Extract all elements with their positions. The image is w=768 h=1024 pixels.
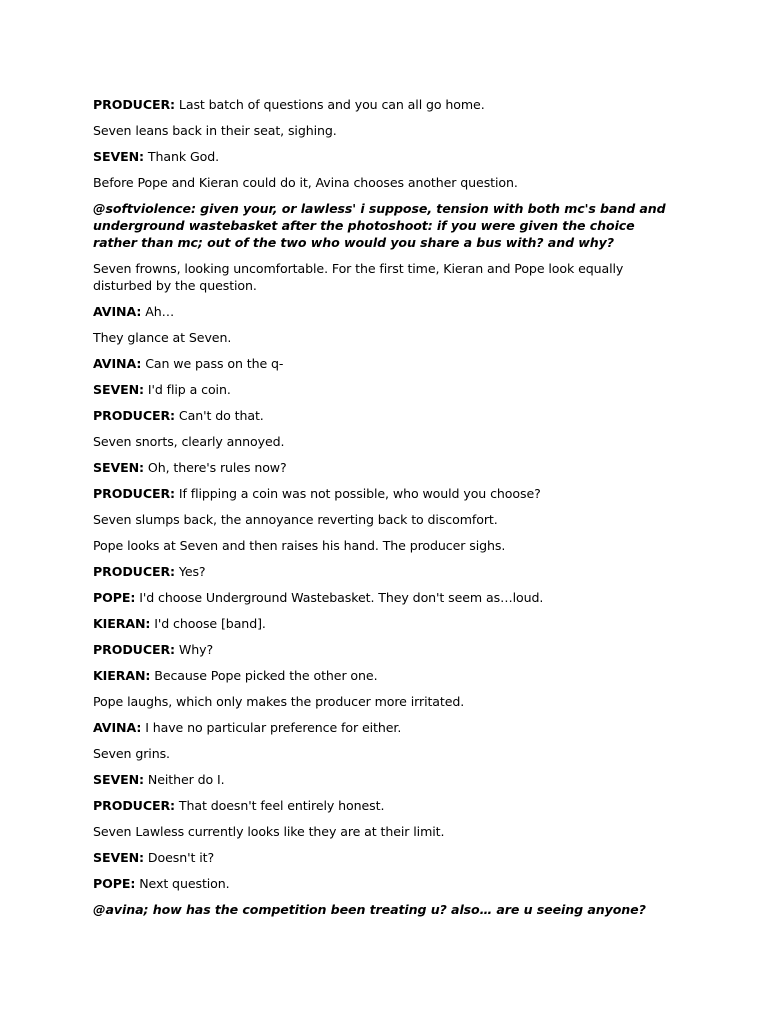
dialogue-text: Yes? [178, 564, 206, 579]
speaker-label: AVINA: [93, 720, 142, 735]
fan-question: @softviolence: given your, or lawless' i suppose, tension with both mc's band and underground wastebasket after the photoshoot: if you were given the choice rather than mc; out of the two who would you share a bus with? and why? [93, 201, 666, 250]
fan-question: @avina; how has the competition been treating u? also… are u seeing anyone? [93, 902, 646, 917]
dialogue-line [93, 615, 668, 632]
speaker-label: SEVEN: [93, 382, 144, 397]
dialogue-text: Ah… [145, 304, 175, 319]
speaker-label: SEVEN: [93, 850, 144, 865]
dialogue-line [93, 381, 668, 398]
dialogue-line [93, 849, 668, 866]
speaker-label: SEVEN: [93, 772, 144, 787]
dialogue-text: Doesn't it? [147, 850, 215, 865]
speaker-label: PRODUCER: [93, 97, 175, 112]
dialogue-line [93, 641, 668, 658]
speaker-label: PRODUCER: [93, 798, 175, 813]
narration-line: Pope looks at Seven and then raises his hand. The producer sighs. [93, 538, 506, 553]
dialogue-text: I'd flip a coin. [147, 382, 231, 397]
dialogue-line [93, 485, 668, 502]
dialogue-text: I have no particular preference for either. [145, 720, 402, 735]
dialogue-line [93, 459, 668, 476]
speaker-label: PRODUCER: [93, 408, 175, 423]
speaker-label: PRODUCER: [93, 486, 175, 501]
narration-line: Seven snorts, clearly annoyed. [93, 434, 285, 449]
narration-line: Seven Lawless currently looks like they are at their limit. [93, 824, 445, 839]
dialogue-line [93, 407, 668, 424]
dialogue-text: Because Pope picked the other one. [154, 668, 378, 683]
dialogue-text: Thank God. [147, 149, 220, 164]
dialogue-line [93, 563, 668, 580]
dialogue-line [93, 771, 668, 788]
speaker-label: POPE: [93, 590, 136, 605]
dialogue-text: I'd choose [band]. [154, 616, 266, 631]
speaker-label: PRODUCER: [93, 642, 175, 657]
speaker-label: SEVEN: [93, 460, 144, 475]
speaker-label: AVINA: [93, 304, 142, 319]
narration-line: Seven slumps back, the annoyance reverting back to discomfort. [93, 512, 498, 527]
narration-line: They glance at Seven. [93, 330, 232, 345]
dialogue-text: Last batch of questions and you can all go home. [178, 97, 485, 112]
dialogue-line [93, 667, 668, 684]
dialogue-line [93, 719, 668, 736]
dialogue-text: Next question. [139, 876, 230, 891]
dialogue-text: Can we pass on the q- [145, 356, 284, 371]
narration-line: Seven frowns, looking uncomfortable. For the first time, Kieran and Pope look equally disturbed by the question. [93, 261, 624, 293]
speaker-label: POPE: [93, 876, 136, 891]
speaker-label: PRODUCER: [93, 564, 175, 579]
speaker-label: AVINA: [93, 356, 142, 371]
dialogue-text: If flipping a coin was not possible, who would you choose? [178, 486, 541, 501]
dialogue-text: Oh, there's rules now? [147, 460, 287, 475]
dialogue-text: Neither do I. [147, 772, 225, 787]
dialogue-text: That doesn't feel entirely honest. [178, 798, 385, 813]
narration-line: Seven leans back in their seat, sighing. [93, 123, 337, 138]
speaker-label: SEVEN: [93, 149, 144, 164]
narration-line: Seven grins. [93, 746, 170, 761]
speaker-label: KIERAN: [93, 668, 151, 683]
dialogue-line [93, 303, 668, 320]
dialogue-line [93, 589, 668, 606]
dialogue-line [93, 355, 668, 372]
dialogue-text: Can't do that. [178, 408, 264, 423]
narration-line: Pope laughs, which only makes the producer more irritated. [93, 694, 465, 709]
dialogue-line [93, 797, 668, 814]
dialogue-line [93, 875, 668, 892]
dialogue-line [93, 96, 668, 113]
narration-line: Before Pope and Kieran could do it, Avina chooses another question. [93, 175, 518, 190]
dialogue-text: I'd choose Underground Wastebasket. They don't seem as…loud. [139, 590, 544, 605]
speaker-label: KIERAN: [93, 616, 151, 631]
dialogue-line [93, 148, 668, 165]
dialogue-text: Why? [178, 642, 214, 657]
